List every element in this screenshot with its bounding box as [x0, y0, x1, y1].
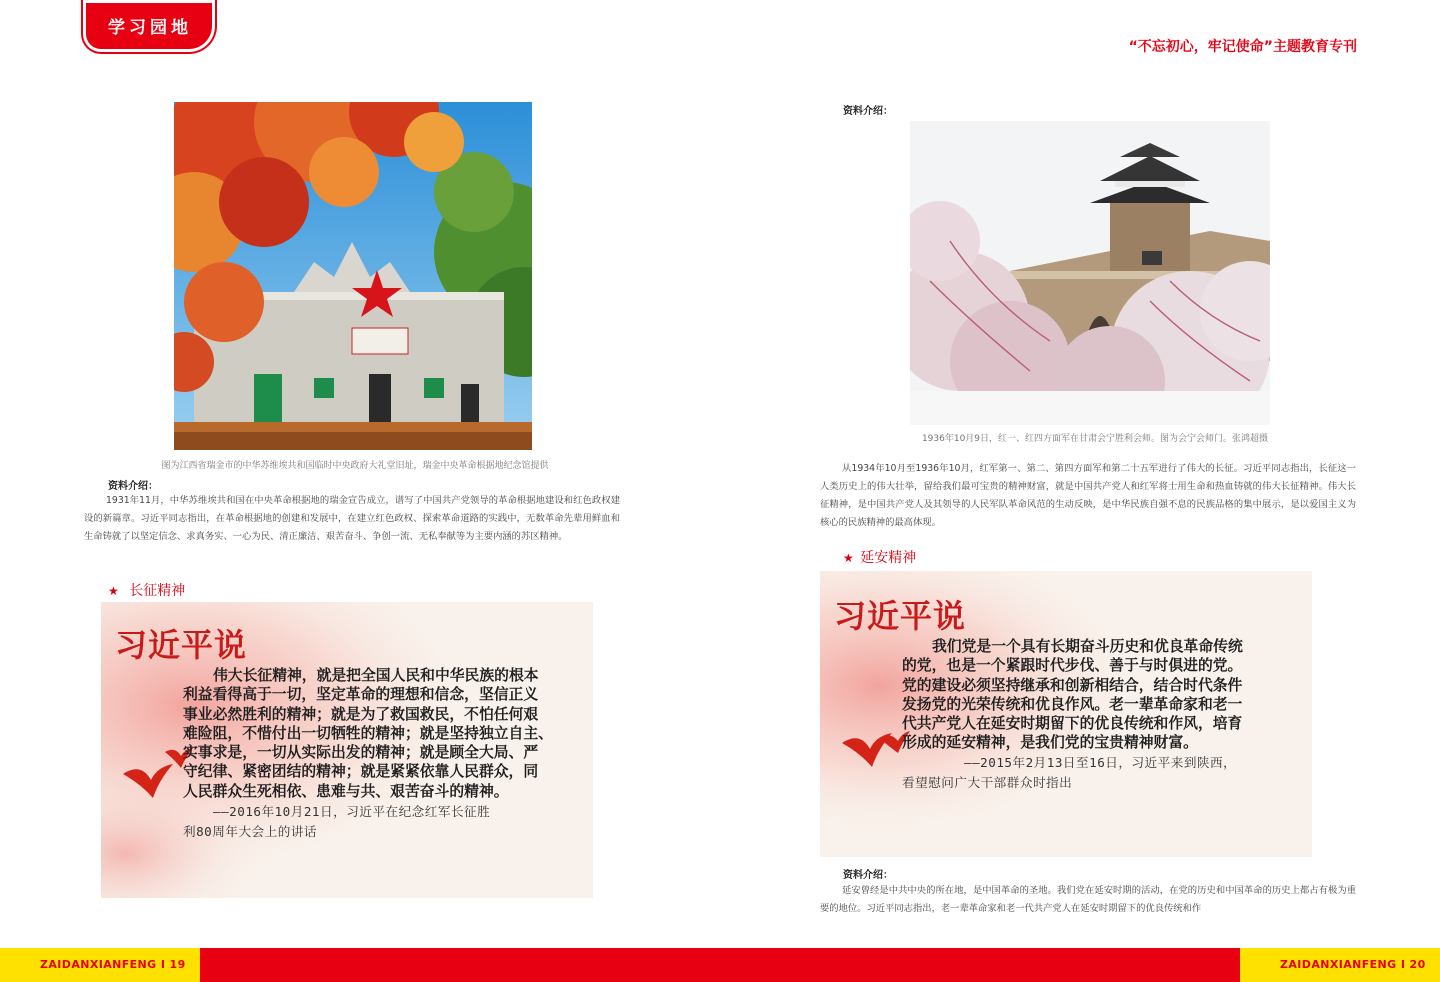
quote-source-line: 利80周年大会上的讲话 — [183, 824, 318, 839]
quote-line: 形成的延安精神，是我们党的宝贵精神财富。 — [902, 734, 1198, 752]
right-quote-title: 习近平说 — [834, 597, 967, 635]
quote-line: 伟大长征精神，就是把全国人民和中华民族的根本 — [213, 667, 539, 684]
left-photo-caption: 图为江西省瑞金市的中华苏维埃共和国临时中央政府大礼堂旧址，瑞金中央革命根据地纪念馆提供 — [161, 461, 549, 471]
journal-title: “不忘初心，牢记使命”主题教育专刊 — [1128, 39, 1357, 55]
quote-source-line: ——2016年10月21日，习近平在纪念红军长征胜 — [213, 804, 491, 819]
left-info-text: 1931年11月，中华苏维埃共和国在中央革命根据地的瑞金宣告成立，谱写了中国共产党领导的革命根据地建设和红色政权建设的新篇章。习近平同志指出，在革命根据地的创建和发展中，在建立红色政权、探索革命道路的实践中，无数革命先辈用鲜血和生命铸就了以坚定信念、求真务实、一心为民、清正廉洁、艰苦奋斗、争创一流、无私奉献等为主要内涵的苏区精神。 — [84, 495, 620, 542]
footer-bar — [0, 948, 1440, 982]
quote-line: 守纪律、紧密团结的精神；就是紧紧依靠人民群众，同 — [183, 763, 539, 781]
huining-gate-tower-snow-photo — [910, 121, 1270, 425]
left-page-number: ZAIDANXIANFENG I 19 — [40, 958, 186, 971]
left-quote-source — [183, 802, 583, 842]
left-section-heading — [108, 580, 185, 600]
right-section-title: 延安精神 — [860, 550, 917, 566]
quote-line: 人民群众生死相依、患难与共、艰苦奋斗的精神。 — [183, 782, 509, 800]
quote-line: 代共产党人在延安时期留下的优良传统和作风，培育 — [902, 715, 1243, 733]
right-info-text-bottom: 延安曾经是中共中央的所在地，是中国革命的圣地。我们党在延安时期的活动，在党的历史和中国革命的历史上都占有极为重要的地位。习近平同志指出，老一辈革命家和老一代共产党人在延安时期留下的优良传统和作 — [820, 885, 1356, 914]
left-quote-title: 习近平说 — [115, 626, 248, 664]
quote-line: 利益看得高于一切，坚定革命的理想和信念，坚信正义 — [183, 686, 539, 704]
right-info-label-top: 资料介绍： — [843, 106, 893, 117]
right-page-number: ZAIDANXIANFENG I 20 — [1280, 958, 1426, 971]
left-info-label: 资料介绍： — [108, 481, 158, 492]
right-photo-caption: 1936年10月9日，红一、红四方面军在甘肃会宁胜利会师。图为会宁会师门。张鸿超摄 — [921, 434, 1269, 444]
quote-source-line: 看望慰问广大干部群众时指出 — [902, 775, 1073, 790]
quote-line: 党的建设必须坚持继承和创新相结合，结合时代条件 — [902, 676, 1243, 694]
right-info-label-bottom: 资料介绍： — [843, 870, 893, 881]
star-icon: ★ — [843, 551, 854, 565]
right-quote-source — [902, 753, 1302, 793]
quote-line: 我们党是一个具有长期奋斗历史和优良革命传统 — [932, 638, 1243, 655]
quote-line: 的党，也是一个紧跟时代步伐、善于与时俱进的党。 — [902, 657, 1243, 675]
left-quote-card — [101, 602, 593, 898]
star-icon: ★ — [108, 584, 119, 598]
ruijin-government-building-photo — [174, 102, 532, 450]
right-section-heading — [843, 547, 916, 567]
section-tab-label: 学习园地 — [108, 18, 192, 38]
quote-line: 发扬党的光荣传统和优良作风。老一辈革命家和老一 — [902, 695, 1243, 713]
quote-source-line: ——2015年2月13日至16日，习近平来到陕西， — [964, 755, 1237, 770]
left-quote-body — [183, 666, 583, 801]
quote-line: 实事求是，一切从实际出发的精神；就是顾全大局、严 — [183, 744, 539, 762]
right-info-text: 从1934年10月至1936年10月，红军第一、第二、第四方面军和第二十五军进行了伟大的长征。习近平同志指出，长征这一人类历史上的伟大壮举，留给我们最可宝贵的精神财富，就是中国共产党人和红军将士用生命和热血铸就的伟大长征精神。伟大长征精神，是中国共产党人及其领导的人民军队革命风范的生动反映，是中华民族自强不息的民族品格的集中展示，是以爱国主义为核心的民族精神的最高体现。 — [820, 463, 1356, 528]
quote-line: 事业必然胜利的精神；就是为了救国救民，不怕任何艰 — [183, 705, 539, 723]
quote-line: 难险阻，不惜付出一切牺牲的精神；就是坚持独立自主、 — [183, 724, 553, 742]
left-section-title: 长征精神 — [129, 583, 186, 599]
right-quote-card — [820, 571, 1312, 857]
right-quote-body — [902, 637, 1302, 753]
